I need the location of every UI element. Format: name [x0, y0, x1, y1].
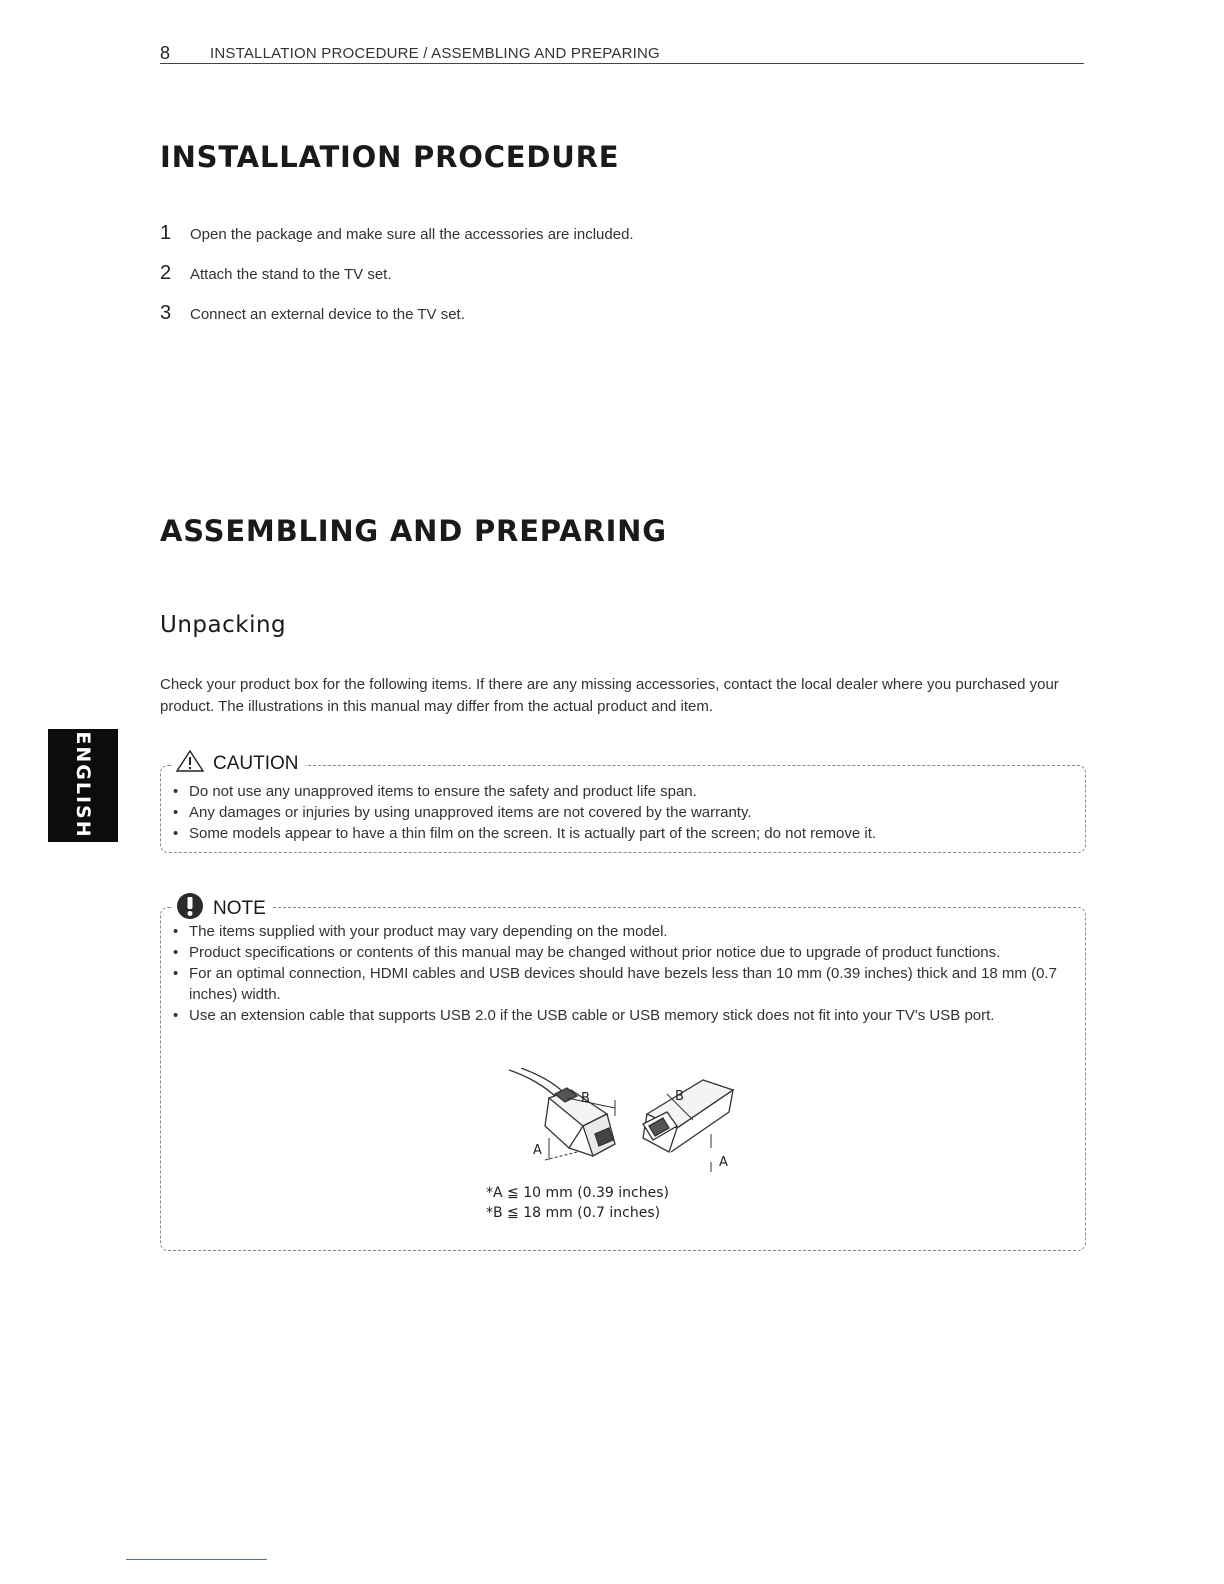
caution-title: [171, 749, 305, 779]
caution-item: • Some models appear to have a thin film on the screen. It is actually part of the screen; do not remove it.: [173, 823, 1071, 844]
step-item: [160, 222, 634, 262]
hdmi-dimension-b-label: B: [581, 1091, 590, 1106]
page-header: [160, 43, 1084, 64]
caution-item: • Do not use any unapproved items to ensure the safety and product life span.: [173, 781, 1071, 802]
note-box: [160, 898, 1086, 1251]
installation-procedure-heading: INSTALLATION PROCEDURE: [160, 140, 620, 174]
page-number: 8: [160, 43, 171, 63]
caution-label: CAUTION: [213, 753, 299, 774]
note-item: • Use an extension cable that supports USB 2.0 if the USB cable or USB memory stick does not fit into your TV's USB port.: [173, 1005, 1071, 1026]
note-item: • Product specifications or contents of this manual may be changed without prior notice due to upgrade of product functions.: [173, 942, 1071, 963]
dimension-spec-a: *A ≦ 10 mm (0.39 inches): [486, 1185, 669, 1201]
caution-box: [160, 753, 1086, 853]
usb-dimension-a-label: A: [719, 1155, 728, 1170]
note-list: [173, 921, 1071, 1026]
step-item: [160, 262, 634, 302]
language-side-tab: [48, 729, 118, 842]
hdmi-dimension-a-label: A: [533, 1143, 542, 1158]
note-label: NOTE: [213, 898, 266, 919]
step-text: Open the package and make sure all the accessories are included.: [190, 226, 634, 243]
warning-triangle-icon: [175, 749, 205, 779]
connector-dimension-diagram: [497, 1068, 757, 1178]
language-tab-label: ENGLISH: [72, 731, 94, 839]
installation-steps: [160, 222, 634, 342]
caution-item: • Any damages or injuries by using unapproved items are not covered by the warranty.: [173, 802, 1071, 823]
note-item: • For an optimal connection, HDMI cables and USB devices should have bezels less than 10 mm (0.39 inches) thick and 18 mm (0.7 inches) width.: [173, 963, 1071, 1005]
step-item: [160, 302, 634, 342]
step-number: 1: [160, 222, 172, 244]
usb-stick-illustration: [643, 1080, 733, 1152]
assembling-preparing-heading: ASSEMBLING AND PREPARING: [160, 514, 667, 548]
dimension-spec-b: *B ≦ 18 mm (0.7 inches): [486, 1205, 661, 1221]
step-number: 2: [160, 262, 172, 284]
step-number: 3: [160, 302, 172, 324]
step-text: Attach the stand to the TV set.: [190, 266, 392, 283]
footer-rule: [126, 1559, 267, 1560]
caution-list: [173, 781, 1071, 844]
hdmi-connector-illustration: [509, 1068, 615, 1156]
unpacking-subheading: Unpacking: [160, 612, 287, 638]
unpacking-intro: Check your product box for the following items. If there are any missing accessories, contact the local dealer where you purchased your product. The illustrations in this manual may differ from the actual product and item.: [160, 676, 1059, 715]
running-title: INSTALLATION PROCEDURE / ASSEMBLING AND PREPARING: [210, 45, 660, 62]
step-text: Connect an external device to the TV set.: [190, 306, 465, 323]
note-item: • The items supplied with your product may vary depending on the model.: [173, 921, 1071, 942]
usb-dimension-b-label: B: [675, 1089, 684, 1104]
